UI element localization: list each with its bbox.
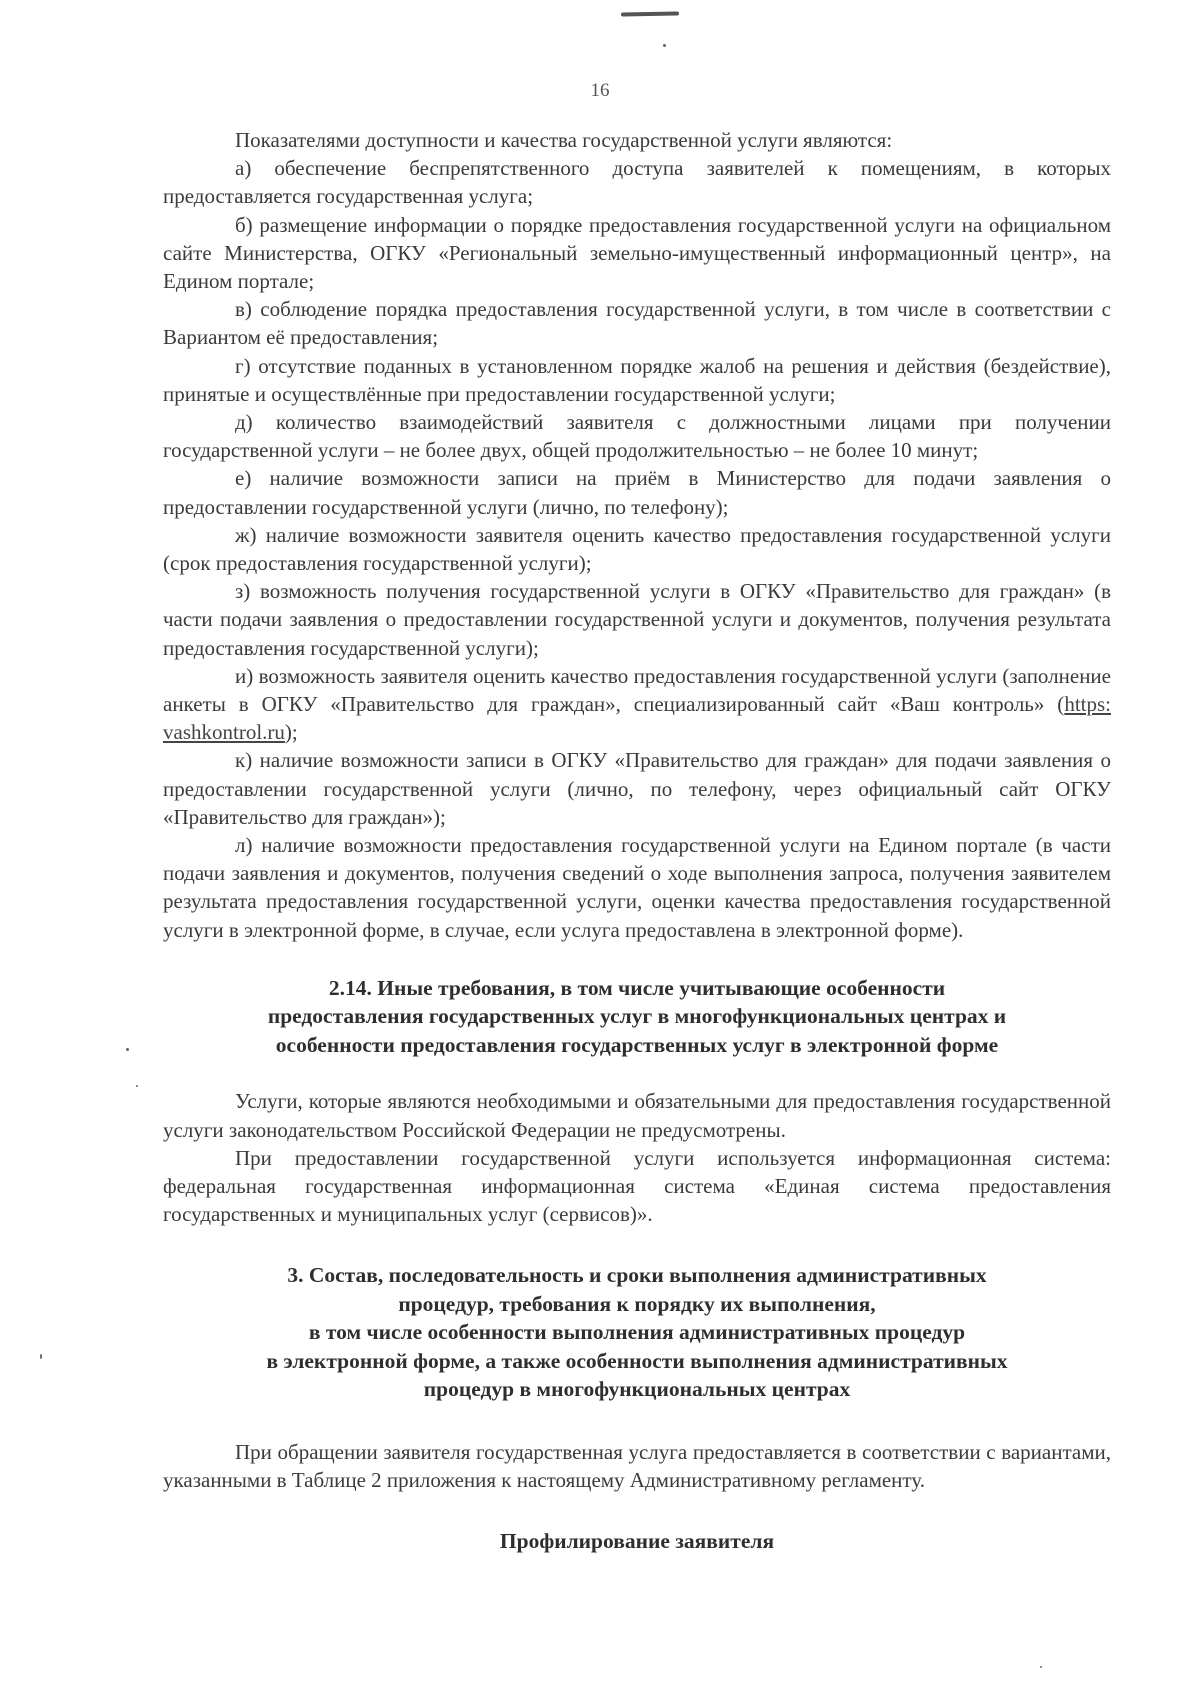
list-item-zh: ж) наличие возможности заявителя оценить качество предоставления государственной услуги (срок предоставления государственной услуги); — [163, 522, 1111, 576]
list-item-b: б) размещение информации о порядке предоставления государственной услуги на официальном сайте Министерства, ОГКУ «Региональный земельно-имущественный информационный центр», на Едином портале; — [163, 212, 1111, 294]
scan-speck — [663, 44, 666, 47]
section-2-14-paragraph-2: При предоставлении государственной услуги используется информационная система: федеральная государственная информационная система «Единая система предоставления государственных и муниципальных услуг (сервисов)». — [163, 1145, 1111, 1227]
heading-line: предоставления государственных услуг в многофункциональных центрах и — [267, 1004, 1007, 1029]
heading-line: в электронной форме, а также особенности выполнения административных — [266, 1348, 1008, 1373]
scan-speck — [126, 1048, 129, 1051]
heading-line: процедур в многофункциональных центрах — [423, 1377, 851, 1402]
heading-line: процедур, требования к порядку их выполнения, — [398, 1291, 876, 1316]
intro-paragraph: Показателями доступности и качества государственной услуги являются: — [235, 128, 893, 152]
heading-line: особенности предоставления государственных услуг в электронной форме — [275, 1032, 999, 1057]
page-number: 16 — [590, 80, 610, 101]
list-item-v: в) соблюдение порядка предоставления государственной услуги, в том числе в соответствии с Вариантом её предоставления; — [163, 297, 1111, 350]
list-item-k: к) наличие возможности записи в ОГКУ «Правительство для граждан» для подачи заявления о предоставлении государственной услуги (лично, по телефону, через официальный сайт ОГКУ «Правительство для граждан»); — [163, 748, 1111, 829]
scan-speck — [1040, 1666, 1042, 1668]
list-item-l: л) наличие возможности предоставления государственной услуги на Едином портале (в части подачи заявления и документов, получения сведений о ходе выполнения запроса, получения заявителем результата предоставления государственной услуги, оценки качества предоставления государственной услуги в электронной форме, в случае, если услуга предоставлена в электронной форме). — [163, 833, 1111, 942]
section-2-14-paragraph-1: Услуги, которые являются необходимыми и обязательными для предоставления государственной услуги законодательством Российской Федерации не предусмотрены. — [163, 1089, 1111, 1142]
list-item-z: з) возможность получения государственной услуги в ОГКУ «Правительство для граждан» (в части подачи заявления о предоставлении государственной услуги и документов, получения результата предоставления государственной услуги); — [163, 579, 1111, 660]
list-item-a: а) обеспечение беспрепятственного доступа заявителей к помещениям, в которых предоставляется государственная услуга; — [163, 156, 1111, 209]
list-item-d: д) количество взаимодействий заявителя с должностными лицами при получении государственной услуги – не более двух, общей продолжительностью – не более 10 минут; — [163, 410, 1111, 463]
list-item-i-tail: ); — [284, 720, 298, 745]
vashkontrol-link[interactable]: https: vashkontrol.ru — [163, 692, 1111, 745]
section-3-heading — [163, 1261, 1111, 1404]
list-item-i — [163, 662, 1111, 747]
scan-speck — [40, 1354, 42, 1359]
document-body — [163, 126, 1111, 1556]
list-item-e: е) наличие возможности записи на приём в Министерство для подачи заявления о предоставлении государственной услуги (лично, по телефону); — [163, 466, 1111, 519]
heading-line: 2.14. Иные требования, в том числе учитывающие особенности — [328, 975, 946, 1000]
section-2-14-heading — [163, 974, 1111, 1060]
heading-line: в том числе особенности выполнения административных процедур — [308, 1320, 966, 1345]
scan-mark — [621, 11, 679, 16]
heading-line: 3. Состав, последовательность и сроки выполнения административных — [287, 1263, 987, 1288]
scan-speck — [136, 1085, 138, 1087]
list-item-g: г) отсутствие поданных в установленном порядке жалоб на решения и действия (бездействие), принятые и осуществлённые при предоставлении государственной услуги; — [163, 353, 1111, 406]
profiling-subheading: Профилирование заявителя — [499, 1529, 775, 1554]
list-item-i-text: и) возможность заявителя оценить качество предоставления государственной услуги (заполнение анкеты в ОГКУ «Правительство для граждан», специализированный сайт «Ваш контроль» ( — [163, 663, 1111, 717]
section-3-paragraph-1: При обращении заявителя государственная услуга предоставляется в соответствии с вариантами, указанными в Таблице 2 приложения к настоящему Административному регламенту. — [163, 1439, 1111, 1493]
